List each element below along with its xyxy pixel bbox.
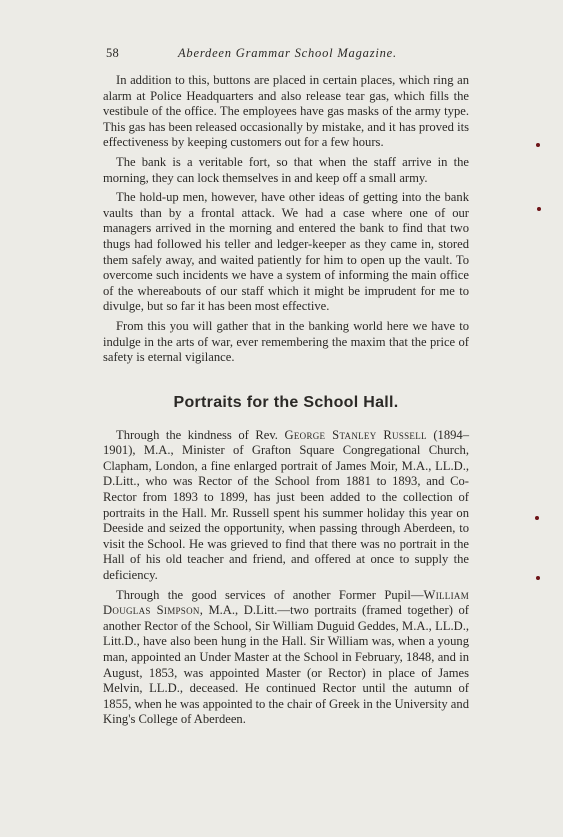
- text-span: Through the kindness of Rev.: [116, 427, 285, 442]
- running-title: Aberdeen Grammar School Magazine.: [178, 46, 397, 60]
- paragraph: In addition to this, buttons are placed in certain places, which ring an alarm at Police Headquarters and also release tear gas, which fills the vestibule of the office. The employees have gas masks of the army type. This gas has been released occasionally by mistake, and it has proved its effectiveness by keeping customers out for a few hours.: [103, 73, 469, 150]
- margin-mark: [537, 207, 541, 211]
- margin-mark: [536, 143, 540, 147]
- person-name: George Stanley Russell: [284, 427, 427, 442]
- margin-mark: [536, 576, 540, 580]
- margin-mark: [535, 516, 539, 520]
- article-body: [103, 73, 469, 732]
- text-span: (1894–1901), M.A., Minister of Grafton Square Congregational Church, Clapham, London, a fine enlarged portrait of James Moir, M.A., LL.D., D.Litt., who was Rector of the School from 1881 to 1893, and Co-Rector from 1893 to 1899, has just been added to the collection of portraits in the Hall. Mr. Russell spent his summer holiday this year on Deeside and seized the opportunity, when passing through Aberdeen, to visit the School. He was grieved to find that there was no portrait in the Hall of his old teacher and friend, and offered at once to supply the deficiency.: [103, 427, 470, 583]
- text-span: Through the good services of another Former Pupil—: [116, 587, 424, 602]
- paragraph: From this you will gather that in the banking world here we have to indulge in the arts of war, ever remembering the maxim that the price of safety is eternal vigilance.: [103, 318, 469, 365]
- running-header: [106, 46, 466, 61]
- page-number: 58: [106, 46, 119, 60]
- paragraph: The hold-up men, however, have other ideas of getting into the bank vaults than by a frontal attack. We had a case where one of our managers arrived in the morning and entered the bank to find that two thugs had followed his teller and ledger-keeper as they came in, stored them safely away, and waited patiently for him to open up the vault. To overcome such incidents we have a system of informing the main office of the whereabouts of our staff which it might be imprudent for me to divulge, but so far it has been most effective.: [103, 190, 469, 314]
- text-span: , M.A., D.Litt.—two portraits (framed together) of another Rector of the School, Sir William Duguid Geddes, M.A., LL.D., Litt.D., have also been hung in the Hall. Sir William was, when a young man, appointed an Under Master at the School in February, 1848, and in August, 1853, was appointed Master (or Rector) in place of James Melvin, LL.D., deceased. He continued Rector until the autumn of 1855, when he was appointed to the chair of Greek in the University and King's College of Aberdeen.: [103, 603, 469, 727]
- person-name: William Douglas Simpson: [103, 587, 469, 618]
- paragraph: [103, 588, 469, 728]
- paragraph: The bank is a veritable fort, so that when the staff arrive in the morning, they can lock themselves in and keep off a small army.: [103, 154, 469, 185]
- paragraph: [103, 428, 469, 584]
- section-heading: Portraits for the School Hall.: [173, 393, 399, 411]
